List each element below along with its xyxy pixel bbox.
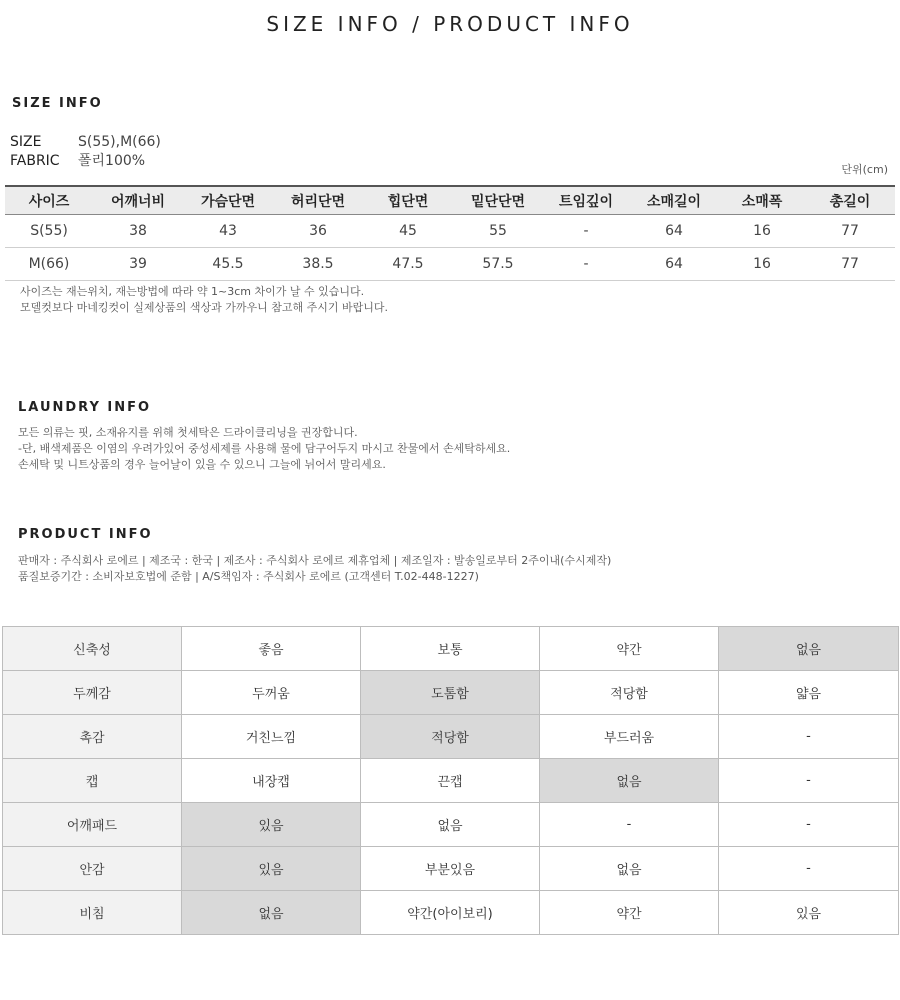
fabric-value: 폴리100% bbox=[78, 153, 146, 169]
property-label: 비침 bbox=[3, 891, 182, 935]
fabric-row bbox=[10, 150, 145, 170]
property-option: 좋음 bbox=[182, 627, 361, 671]
fabric-properties-table bbox=[2, 626, 899, 935]
size-note: 모델컷보다 마네킹컷이 실제상품의 색상과 가까우니 참고해 주시기 바랍니다. bbox=[20, 301, 389, 314]
header-cell: 가슴단면 bbox=[183, 186, 273, 215]
laundry-line: 모든 의류는 핏, 소재유지를 위해 첫세탁은 드라이클리닝을 권장합니다. bbox=[18, 426, 358, 439]
header-cell: 허리단면 bbox=[273, 186, 363, 215]
table-cell: 45 bbox=[363, 215, 453, 248]
property-option: 적당함 bbox=[540, 671, 719, 715]
property-option: 없음 bbox=[361, 803, 540, 847]
size-table bbox=[5, 185, 895, 281]
property-option: 거친느낌 bbox=[182, 715, 361, 759]
property-option: 있음 bbox=[719, 891, 899, 935]
property-option: 끈캡 bbox=[361, 759, 540, 803]
property-label: 안감 bbox=[3, 847, 182, 891]
product-line: 품질보증기간 : 소비자보호법에 준함 | A/S책임자 : 주식회사 로에르 (고객센터 T.02-448-1227) bbox=[18, 570, 479, 583]
header-cell: 밑단단면 bbox=[453, 186, 543, 215]
property-option: 없음 bbox=[182, 891, 361, 935]
property-option: 없음 bbox=[540, 847, 719, 891]
table-cell: - bbox=[543, 248, 629, 281]
laundry-info-title: LAUNDRY INFO bbox=[18, 400, 152, 415]
table-cell: 16 bbox=[719, 215, 805, 248]
page-title: SIZE INFO / PRODUCT INFO bbox=[266, 12, 634, 36]
property-option: - bbox=[719, 803, 899, 847]
product-info-title: PRODUCT INFO bbox=[18, 527, 153, 542]
table-cell: 64 bbox=[629, 248, 719, 281]
table-cell: 77 bbox=[805, 248, 895, 281]
table-cell: 57.5 bbox=[453, 248, 543, 281]
property-option: 부분있음 bbox=[361, 847, 540, 891]
product-line: 판매자 : 주식회사 로에르 | 제조국 : 한국 | 제조사 : 주식회사 로에르 제휴업체 | 제조일자 : 발송일로부터 2주이내(수시제작) bbox=[18, 554, 612, 567]
size-note: 사이즈는 재는위치, 재는방법에 따라 약 1~3cm 차이가 날 수 있습니다. bbox=[20, 285, 365, 298]
property-row bbox=[3, 627, 899, 671]
property-option: 없음 bbox=[540, 759, 719, 803]
table-row bbox=[5, 215, 895, 248]
size-value: S(55),M(66) bbox=[78, 134, 161, 150]
property-option: 얇음 bbox=[719, 671, 899, 715]
header-cell: 소매길이 bbox=[629, 186, 719, 215]
size-notes bbox=[20, 284, 388, 316]
table-cell: S(55) bbox=[5, 215, 93, 248]
table-cell: 55 bbox=[453, 215, 543, 248]
property-row bbox=[3, 803, 899, 847]
header-cell: 총길이 bbox=[805, 186, 895, 215]
table-cell: 77 bbox=[805, 215, 895, 248]
property-label: 캡 bbox=[3, 759, 182, 803]
property-option: 있음 bbox=[182, 803, 361, 847]
table-row bbox=[5, 248, 895, 281]
property-option: 없음 bbox=[719, 627, 899, 671]
table-cell: 16 bbox=[719, 248, 805, 281]
table-cell: - bbox=[543, 215, 629, 248]
property-label: 촉감 bbox=[3, 715, 182, 759]
fabric-label: FABRIC bbox=[10, 153, 60, 169]
property-label: 신축성 bbox=[3, 627, 182, 671]
table-cell: 47.5 bbox=[363, 248, 453, 281]
table-cell: 38 bbox=[93, 215, 183, 248]
header-cell: 사이즈 bbox=[5, 186, 93, 215]
table-cell: 43 bbox=[183, 215, 273, 248]
laundry-line: 손세탁 및 니트상품의 경우 늘어날이 있을 수 있으니 그늘에 뉘어서 말리세요. bbox=[18, 458, 386, 471]
property-label: 어깨패드 bbox=[3, 803, 182, 847]
property-row bbox=[3, 759, 899, 803]
property-option: - bbox=[719, 847, 899, 891]
laundry-text bbox=[18, 425, 510, 473]
property-label: 두께감 bbox=[3, 671, 182, 715]
property-row bbox=[3, 891, 899, 935]
table-cell: 45.5 bbox=[183, 248, 273, 281]
property-option: 약간 bbox=[540, 627, 719, 671]
unit-label: 단위(cm) bbox=[841, 163, 888, 176]
header-cell: 어깨너비 bbox=[93, 186, 183, 215]
table-cell: 38.5 bbox=[273, 248, 363, 281]
property-option: 내장캡 bbox=[182, 759, 361, 803]
size-row bbox=[10, 134, 161, 150]
property-row bbox=[3, 671, 899, 715]
property-option: - bbox=[540, 803, 719, 847]
size-info-title: SIZE INFO bbox=[12, 96, 103, 111]
table-cell: M(66) bbox=[5, 248, 93, 281]
table-cell: 39 bbox=[93, 248, 183, 281]
property-option: 있음 bbox=[182, 847, 361, 891]
property-option: 적당함 bbox=[361, 715, 540, 759]
property-option: - bbox=[719, 759, 899, 803]
property-option: 두꺼움 bbox=[182, 671, 361, 715]
header-cell: 힙단면 bbox=[363, 186, 453, 215]
property-option: 도톰함 bbox=[361, 671, 540, 715]
property-option: 약간 bbox=[540, 891, 719, 935]
size-table-header bbox=[5, 186, 895, 215]
table-cell: 36 bbox=[273, 215, 363, 248]
property-row bbox=[3, 847, 899, 891]
header-cell: 소매폭 bbox=[719, 186, 805, 215]
property-option: - bbox=[719, 715, 899, 759]
table-cell: 64 bbox=[629, 215, 719, 248]
property-option: 약간(아이보리) bbox=[361, 891, 540, 935]
product-text bbox=[18, 553, 611, 585]
property-option: 부드러움 bbox=[540, 715, 719, 759]
header-cell: 트임깊이 bbox=[543, 186, 629, 215]
property-option: 보통 bbox=[361, 627, 540, 671]
size-label: SIZE bbox=[10, 134, 42, 150]
laundry-line: -단, 배색제품은 이염의 우려가있어 중성세제를 사용해 물에 담구어두지 마시고 찬물에서 손세탁하세요. bbox=[18, 442, 511, 455]
property-row bbox=[3, 715, 899, 759]
